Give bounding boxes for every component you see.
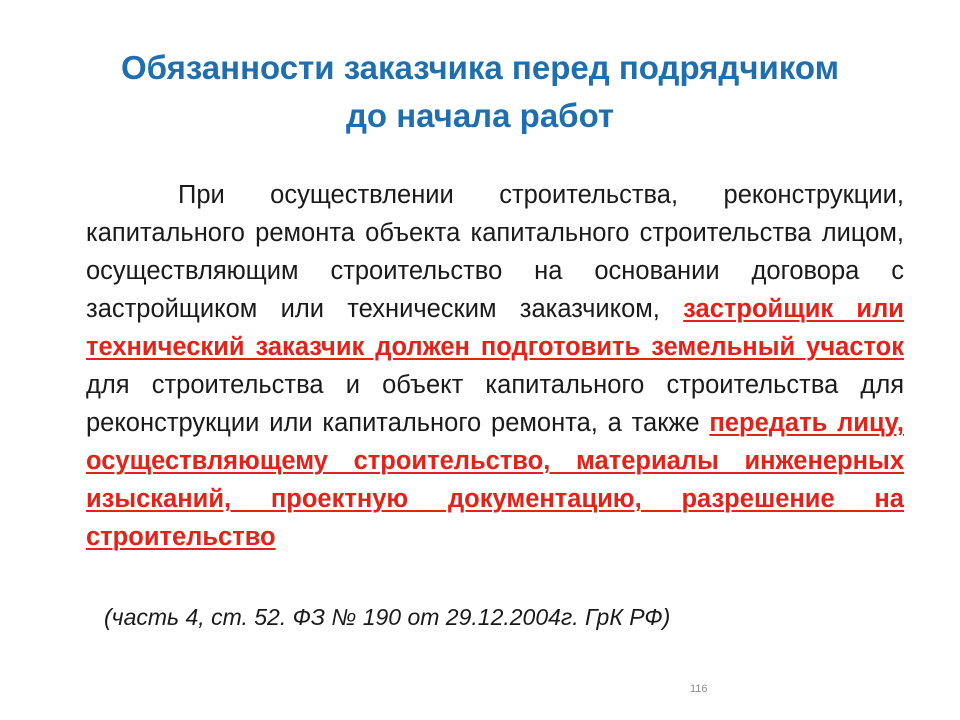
- highlighted-obligation-prepare-land: застройщик или технический заказчик должен подготовить земельный участок: [86, 295, 904, 361]
- page-number: 116: [690, 683, 708, 695]
- slide-title-line-1: Обязанности заказчика перед подрядчиком: [120, 49, 840, 86]
- highlighted-obligation-transfer-documents: передать лицу, осуществляющему строительство, материалы инженерных изысканий, проектную документацию, разрешение на строительство: [86, 409, 904, 551]
- slide-title-line-2: до начала работ: [345, 97, 615, 134]
- body-text-part-1: При осуществлении строительства, реконструкции, капитального ремонта объекта капитального строительства лицом, осуществляющим строительство на основании договора с застройщиком или техническим заказчиком,: [86, 181, 904, 323]
- body-paragraph: [86, 176, 904, 556]
- slide-title: [40, 44, 920, 140]
- legal-citation: (часть 4, ст. 52. ФЗ № 190 от 29.12.2004г. ГрК РФ): [104, 604, 671, 630]
- body-text-part-2: для строительства и объект капитального строительства для реконструкции или капитального ремонта, а также: [86, 371, 904, 437]
